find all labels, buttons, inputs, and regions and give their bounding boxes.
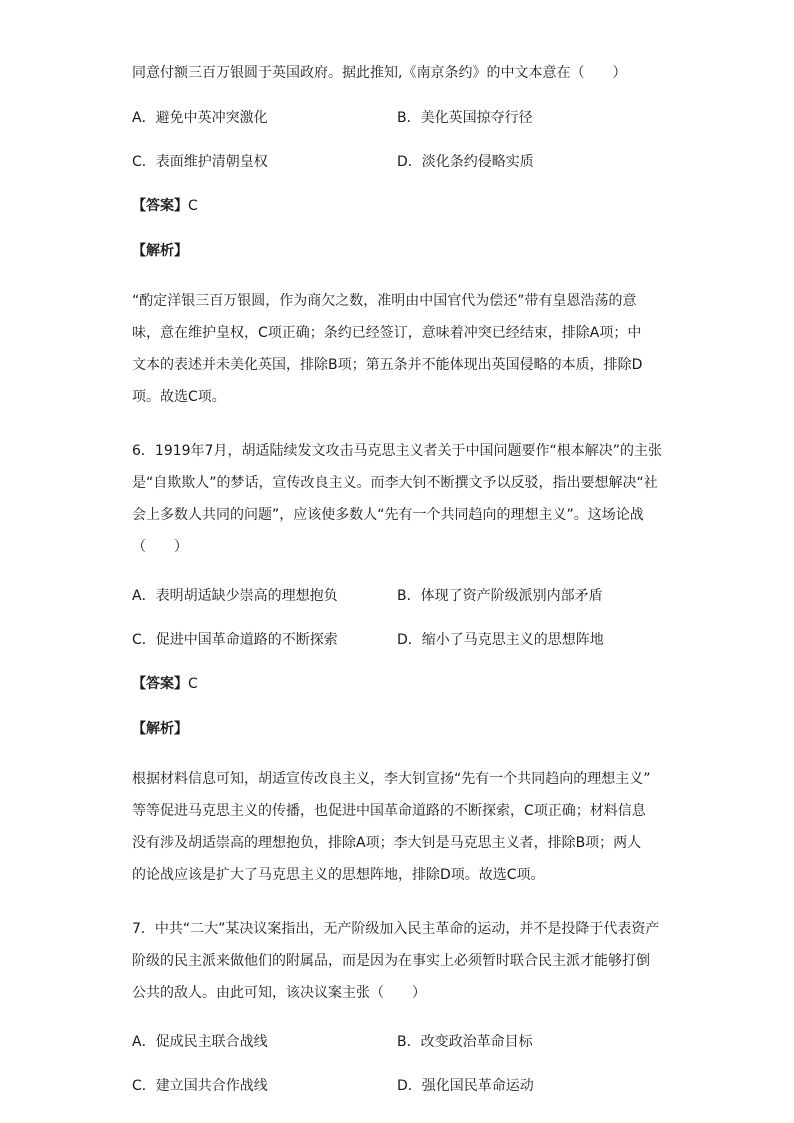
q6-analysis-line: 没有涉及胡适崇高的理想抱负，排除A项；李大钊是马克思主义者，排除B项；两人 (132, 835, 642, 851)
q5-analysis-line: 味，意在维护皇权，C项正确；条约已经签订，意味着冲突已经结束，排除A项；中 (132, 325, 642, 341)
q7-options-row-1 (132, 1031, 662, 1053)
q5-answer-value: C (188, 198, 198, 214)
q5-options-row-2 (132, 151, 662, 173)
q5-option-a[interactable]: A．避免中英冲突激化 (132, 110, 268, 126)
q5-option-d[interactable]: D．淡化条约侵略实质 (397, 154, 534, 170)
q7-options-row-2 (132, 1075, 662, 1097)
q7-option-a[interactable]: A．促成民主联合战线 (132, 1034, 268, 1050)
q6-stem-line: 6．1919年7月，胡适陆续发文攻击马克思主义者关于中国问题要作“根本解决”的主张 (132, 443, 662, 459)
q5-analysis-label: 【解析】 (132, 243, 188, 259)
q7-stem-line: 阶级的民主派来做他们的附属品，而是因为在事实上必须暂时联合民主派才能够打倒 (132, 953, 650, 969)
q7-option-b[interactable]: B．改变政治革命目标 (397, 1034, 533, 1050)
q6-stem-line: （ ） (132, 539, 188, 555)
q6-stem-line: 会上多数人共同的问题”，应该使多数人“先有一个共同趋向的理想主义”。这场论战 (132, 507, 644, 523)
q5-options-row-1 (132, 107, 662, 129)
q5-option-b[interactable]: B．美化英国掠夺行径 (397, 110, 533, 126)
q6-option-d[interactable]: D．缩小了马克思主义的思想阵地 (397, 632, 604, 648)
q6-analysis-line: 根据材料信息可知，胡适宣传改良主义，李大钊宣扬“先有一个共同趋向的理想主义” (132, 771, 651, 787)
q6-option-c[interactable]: C．促进中国革命道路的不断探索 (132, 632, 338, 648)
q6-stem-line: 是“自欺欺人”的梦话，宣传改良主义。而李大钊不断撰文予以反驳，指出要想解决“社 (132, 475, 658, 491)
q6-options-row-2 (132, 629, 662, 651)
q7-option-d[interactable]: D．强化国民革命运动 (397, 1078, 534, 1094)
q6-analysis (132, 763, 662, 891)
q6-options-row-1 (132, 585, 662, 607)
q6-answer-value: C (188, 676, 198, 692)
q5-answer-label: 【答案】 (132, 198, 188, 214)
q6-option-b[interactable]: B．体现了资产阶级派别内部矛盾 (397, 588, 603, 604)
q6-stem (132, 435, 662, 563)
q5-analysis-line: 项。故选C项。 (132, 389, 226, 405)
q5-option-c[interactable]: C．表面维护清朝皇权 (132, 154, 268, 170)
q6-analysis-line: 等等促进马克思主义的传播，也促进中国革命道路的不断探索，C项正确；材料信息 (132, 803, 646, 819)
q7-stem-line: 公共的敌人。由此可知，该决议案主张（ ） (132, 985, 426, 1001)
q6-answer-label: 【答案】 (132, 676, 188, 692)
q6-option-a[interactable]: A．表明胡适缺少崇高的理想抱负 (132, 588, 338, 604)
q5-stem-tail: 同意付额三百万银圆于英国政府。据此推知,《南京条约》的中文本意在（ ） (132, 65, 627, 81)
q5-analysis-line: 文本的表述并未美化英国，排除B项；第五条并不能体现出英国侵略的本质，排除D (132, 357, 643, 373)
q7-stem (132, 913, 662, 1009)
q5-answer (132, 195, 662, 217)
q6-answer (132, 673, 662, 695)
q7-option-c[interactable]: C．建立国共合作战线 (132, 1078, 268, 1094)
q5-analysis-line: “酌定洋银三百万银圆，作为商欠之数，准明由中国官代为偿还”带有皇恩浩荡的意 (132, 293, 637, 309)
q5-analysis (132, 285, 662, 413)
q7-stem-line: 7．中共“二大”某决议案指出，无产阶级加入民主革命的运动，并不是投降于代表资产 (132, 921, 660, 937)
q6-analysis-line: 的论战应该是扩大了马克思主义的思想阵地，排除D项。故选C项。 (132, 867, 545, 883)
q6-analysis-label: 【解析】 (132, 721, 188, 737)
